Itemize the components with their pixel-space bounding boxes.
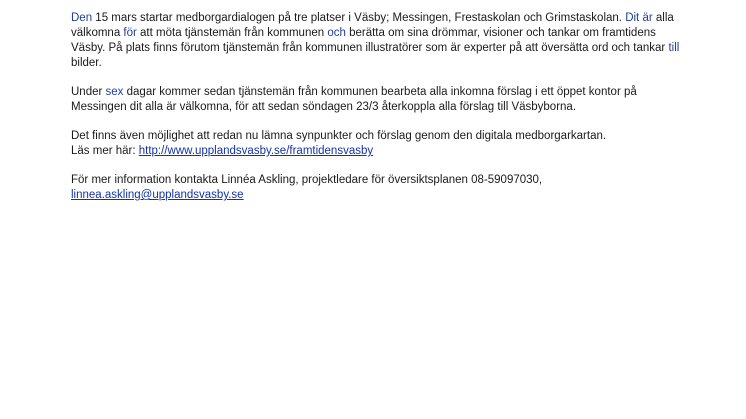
highlight-word: och bbox=[327, 27, 346, 39]
paragraph-text: bilder. bbox=[71, 57, 102, 69]
highlight-word: sex bbox=[105, 86, 124, 98]
paragraph-digital-map bbox=[71, 129, 691, 159]
paragraph-processing bbox=[71, 85, 691, 115]
paragraph-text: att möta tjänstemän från kommunen bbox=[136, 27, 328, 39]
paragraph-text: alla välkomna bbox=[71, 12, 674, 39]
paragraph-text: berätta om sina drömmar, visioner och tankar om framtidens Väsby. På plats finns förutom tjänstemän från kommunen illustratörer som är experter på att översätta ord och tankar bbox=[71, 27, 669, 54]
paragraph-text: Läs mer här: bbox=[71, 145, 139, 157]
highlight-word: Dit bbox=[625, 12, 640, 24]
paragraph-text: Det finns även möjlighet att redan nu lämna synpunkter och förslag genom den digitala medborgarkartan. bbox=[71, 130, 607, 142]
highlight-word: Den bbox=[71, 12, 93, 24]
contact-email-link[interactable]: linnea.askling@upplandsvasby.se bbox=[71, 189, 244, 201]
framtidensvasby-link[interactable]: http://www.upplandsvasby.se/framtidensvasby bbox=[138, 145, 374, 157]
highlight-word: för bbox=[123, 27, 137, 39]
paragraph-text: dagar kommer sedan tjänstemän från kommunen bearbeta alla inkomna förslag i ett öppet kontor på Messingen dit alla är välkomna, för att sedan söndagen 23/3 återkoppla alla förslag till Väsbyborna. bbox=[71, 86, 637, 113]
document-body bbox=[71, 11, 691, 217]
highlight-word: är bbox=[642, 12, 653, 24]
paragraph-text: För mer information kontakta Linnéa Askling, projektledare för översiktsplanen 08-59097030, bbox=[71, 174, 543, 186]
paragraph-contact bbox=[71, 173, 691, 203]
highlight-word: till bbox=[668, 42, 680, 54]
paragraph-text: Under bbox=[71, 86, 106, 98]
paragraph-text: 15 mars startar medborgardialogen på tre platser i Väsby; Messingen, Frestaskolan och Grimstaskolan. bbox=[92, 12, 626, 24]
paragraph-dialogue-intro bbox=[71, 11, 691, 71]
